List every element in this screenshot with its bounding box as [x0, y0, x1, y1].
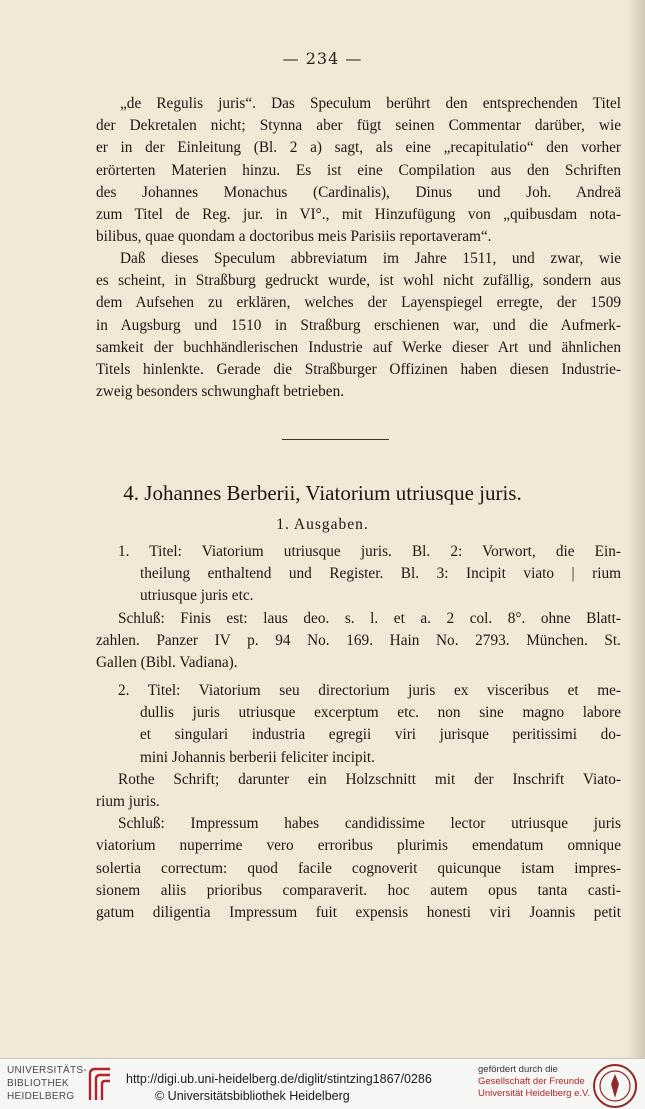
library-name-line: HEIDELBERG: [7, 1091, 75, 1102]
sponsor-line: Universität Heidelberg e.V.: [478, 1088, 591, 1099]
entry-line: Schluß: Impressum habes candidissime lector utriusque juris: [118, 815, 621, 833]
text-line: des Johannes Monachus (Cardinalis), Dinus und Joh. Andreä: [96, 183, 621, 201]
entry-line: et singulari industria egregii viri jurisque peritissimi do-: [140, 726, 621, 744]
text-line: zum Titel de Reg. jur. in VI°., mit Hinzufügung von „quibusdam nota-: [96, 206, 621, 223]
entry-line: utriusque juris etc.: [140, 587, 254, 605]
sponsor-line: Gesellschaft der Freunde: [478, 1076, 585, 1087]
text-line: „de Regulis juris“. Das Speculum berührt den entsprechenden Titel: [120, 95, 621, 112]
section-heading: 4. Johannes Berberii, Viatorium utriusque juris.: [123, 481, 522, 505]
library-name-line: UNIVERSITÄTS-: [7, 1065, 88, 1076]
text-line: er in der Einleitung (Bl. 2 a) sagt, als eine „recapitulatio“ den vorher: [96, 139, 621, 157]
text-line: der Dekretalen nicht; Stynna aber fügt seinen Commentar darüber, wie: [96, 117, 621, 135]
text-line: samkeit der buchhändlerischen Industrie auf Werke dieser Art und ähnlichen: [96, 338, 621, 356]
sub-heading: 1. Ausgaben.: [276, 516, 369, 533]
page-number: — 234 —: [282, 49, 363, 68]
entry-line: viatorium nuperrime vero erroribus plurimis emendatum omnique: [96, 837, 621, 855]
entry-line: rium juris.: [96, 793, 160, 810]
entry-line: Schluß: Finis est: laus deo. s. l. et a. 2 col. 8°. ohne Blatt-: [118, 609, 621, 627]
text-line: es scheint, in Straßburg gedruckt wurde, ist wohl nicht zufällig, sondern aus: [96, 272, 621, 290]
library-name-line: BIBLIOTHEK: [7, 1078, 69, 1089]
text-line: erörterten Materien hinzu. Es ist eine Compilation aus den Schriften: [96, 161, 621, 179]
section-divider: [282, 439, 389, 440]
entry-line: gatum diligentia Impressum fuit expensis honesti viri Joannis petit: [96, 904, 621, 921]
entry-line: Rothe Schrift; darunter ein Holzschnitt mit der Inschrift Viato-: [118, 770, 621, 788]
text-line: zweig besonders schwunghaft betrieben.: [96, 383, 345, 401]
entry-line: theilung enthaltend und Register. Bl. 3: Incipit viato | rium: [140, 565, 621, 583]
sponsor-line: gefördert durch die: [478, 1064, 558, 1075]
entry-line: solertia correctum: quod facile cognoverit quicunque istam impres-: [96, 859, 621, 877]
footer-bar: [0, 1058, 645, 1109]
entry-line: dullis juris utriusque excerptum etc. non sine magno labore: [140, 704, 621, 722]
university-seal-icon: [593, 1064, 637, 1108]
text-line: bilibus, quae quondam a doctoribus meis Parisiis reportaveram“.: [96, 228, 492, 246]
library-logo-icon: [86, 1066, 114, 1102]
text-line: Titels hinlenkte. Gerade die Straßburger Offizinen haben diesen Industrie-: [96, 361, 621, 378]
text-line: dem Aufsehen zu erklären, welches der Layenspiegel erregte, der 1509: [96, 294, 621, 312]
text-line: in Augsburg und 1510 in Straßburg erschienen war, und die Aufmerk-: [96, 316, 621, 334]
entry-line: 2. Titel: Viatorium seu directorium juris ex visceribus et me-: [118, 682, 621, 699]
entry-line: 1. Titel: Viatorium utriusque juris. Bl. 2: Vorwort, die Ein-: [118, 543, 621, 560]
entry-line: Gallen (Bibl. Vadiana).: [96, 654, 238, 671]
copyright-notice: © Universitätsbibliothek Heidelberg: [155, 1089, 350, 1103]
text-line: Daß dieses Speculum abbreviatum im Jahre 1511, und zwar, wie: [120, 250, 621, 267]
entry-line: mini Johannis berberii feliciter incipit.: [140, 748, 375, 766]
citation-link[interactable]: http://digi.ub.uni-heidelberg.de/diglit/stintzing1867/0286: [126, 1072, 432, 1086]
entry-line: zahlen. Panzer IV p. 94 No. 169. Hain No. 2793. München. St.: [96, 631, 621, 649]
entry-line: sionem aliis prioribus comparaverit. hoc autem opus tanta casti-: [96, 881, 621, 899]
